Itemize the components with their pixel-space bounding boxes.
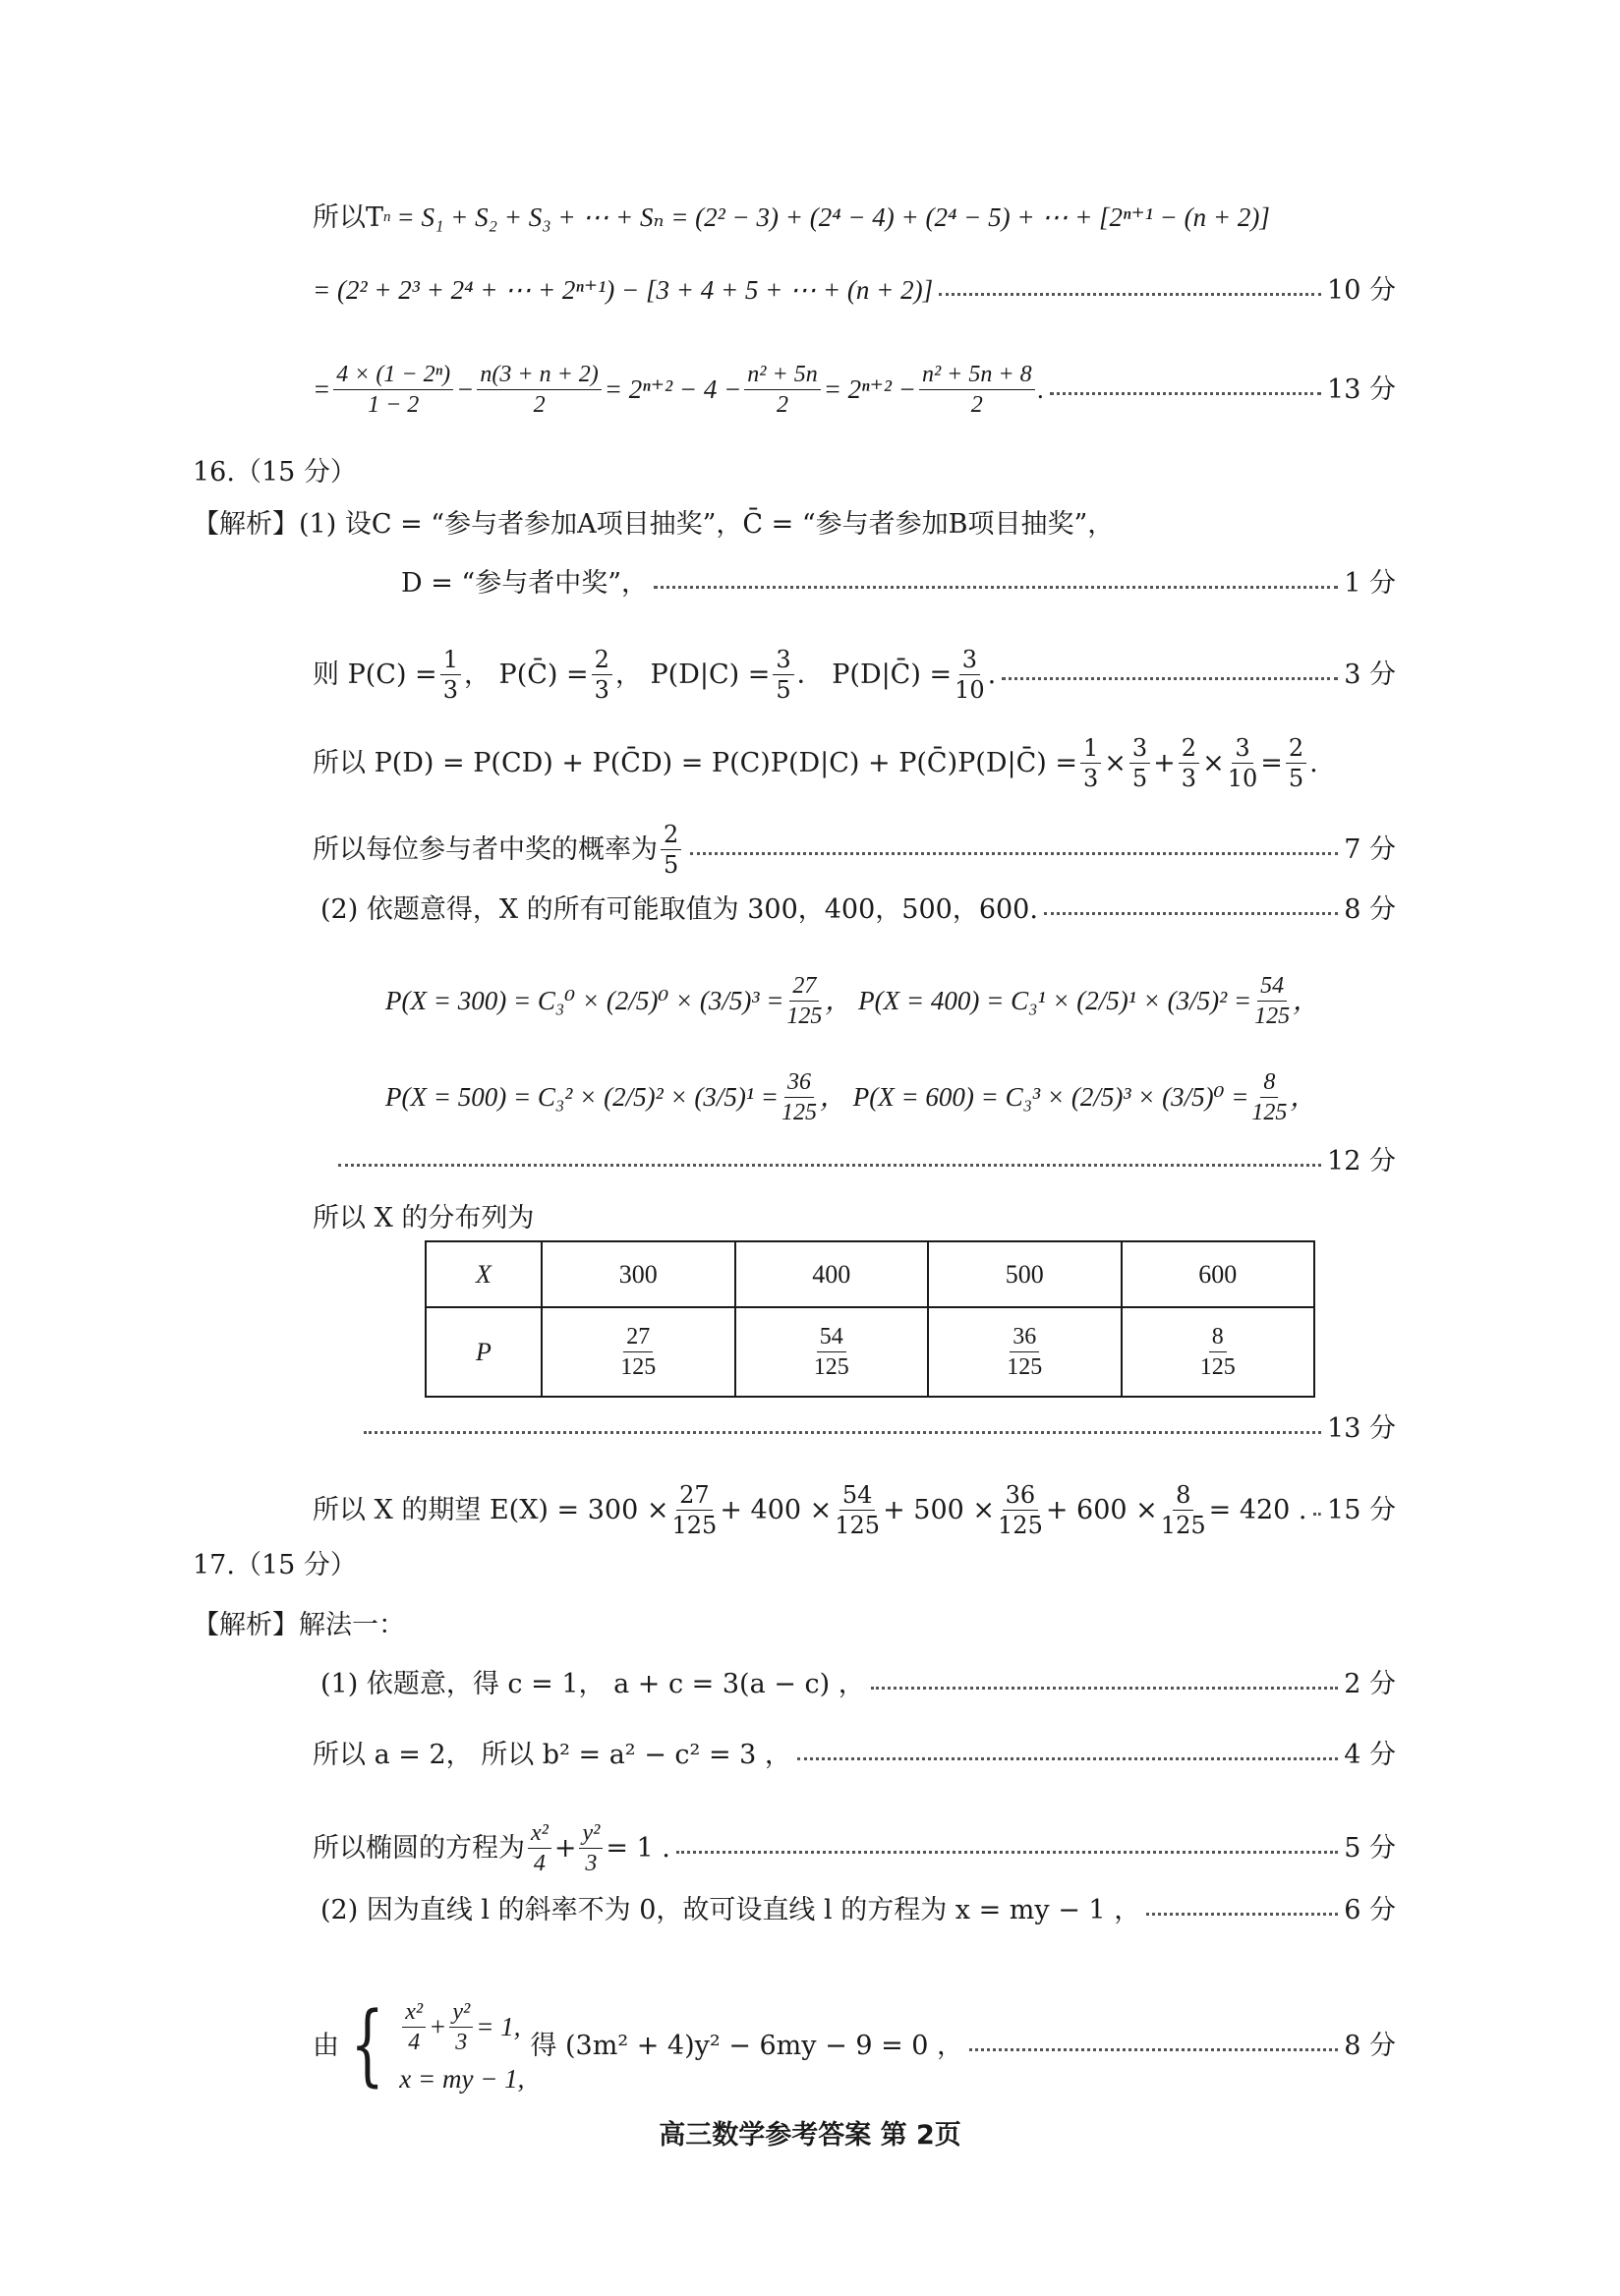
expression-text: + 500 × <box>883 1495 996 1526</box>
expression-text: 由 <box>313 2030 339 2061</box>
analysis-tag: 【解析】 <box>193 509 299 540</box>
sum-line-1-expr: = S₁ + S₂ + S₃ + ⋯ + Sₙ = (2² − 3) + (2⁴ − 4) + (2⁴ − 5) + ⋯ + [2ⁿ⁺¹ − (n + 2)] <box>396 202 1270 232</box>
expression-text: P(X = 300) = C₃⁰ × (2/5)⁰ × (3/5)³ = <box>385 986 784 1016</box>
table-cell <box>735 1307 929 1397</box>
numerator: 3 <box>959 647 980 675</box>
expression-text: 所以椭圆的方程为 <box>313 1833 525 1865</box>
table-cell: P <box>426 1307 542 1397</box>
dot-leader <box>338 1164 1321 1167</box>
denominator: 3 <box>1082 765 1099 793</box>
numerator: n(3 + n + 2) <box>477 362 601 390</box>
denominator: 3 <box>1181 765 1197 793</box>
dot-leader <box>1050 392 1321 395</box>
operator: × <box>1202 748 1225 779</box>
dot-leader <box>1002 677 1338 680</box>
sum-line-2-expr: = (2² + 2³ + 2⁴ + ⋯ + 2ⁿ⁺¹) − [3 + 4 + 5 + ⋯ + (n + 2)] <box>313 275 934 305</box>
fraction <box>744 362 820 419</box>
numerator: y² <box>579 1820 603 1849</box>
numerator: n² + 5n + 8 <box>919 362 1035 390</box>
fraction <box>1007 1324 1042 1381</box>
expression-text: 得 (3m² + 4)y² − 6my − 9 = 0 ， <box>530 2030 964 2061</box>
denominator: 5 <box>776 676 791 705</box>
denominator: 125 <box>835 1512 881 1540</box>
numerator: x² <box>528 1820 551 1849</box>
operator: + <box>1153 748 1176 779</box>
denominator: 2 <box>533 392 546 419</box>
q17-part1-line1 <box>320 1671 1396 1697</box>
expression-text: P(X = 500) = C₃² × (2/5)² × (3/5)¹ = <box>385 1082 779 1113</box>
operator: − <box>456 374 475 405</box>
fraction <box>1179 735 1199 792</box>
score-label: 8 分 <box>1344 894 1396 925</box>
dot-leader <box>1146 1913 1338 1916</box>
fraction <box>814 1324 849 1381</box>
q16-part1-line1 <box>193 511 1396 538</box>
expression-text: ， P(X = 400) = C₃¹ × (2/5)¹ × (3/5)² = <box>825 986 1252 1016</box>
fraction <box>1200 1324 1236 1381</box>
dot-leader <box>654 586 1338 589</box>
q16-dist-heading <box>313 1205 1396 1232</box>
denominator: 10 <box>955 676 985 705</box>
table-cell <box>542 1307 735 1397</box>
fraction <box>786 973 822 1030</box>
denominator: 5 <box>664 851 679 880</box>
question-17-heading: 17.（15 分） <box>193 1550 357 1580</box>
expression-text: 所以 P(D) = P(CD) + P(C̄D) = P(C)P(D|C) + P(C̄)P(D|C̄) = <box>313 748 1077 779</box>
fraction <box>1129 735 1150 792</box>
table-row <box>426 1241 1314 1307</box>
score-label: 5 分 <box>1344 1833 1396 1865</box>
q16-score-13 <box>364 1415 1396 1442</box>
q17-method-line <box>193 1612 1396 1638</box>
table-cell <box>928 1307 1122 1397</box>
numerator: y² <box>449 1999 473 2028</box>
score-label: 4 分 <box>1344 1740 1396 1770</box>
q16-expectation <box>313 1482 1396 1539</box>
left-brace-icon: { <box>350 1993 384 2097</box>
score-label: 13 分 <box>1327 374 1396 406</box>
numerator: 3 <box>773 647 793 675</box>
numerator: 4 × (1 − 2ⁿ) <box>333 362 453 390</box>
expression-text: ， P(D|C) = <box>614 660 771 691</box>
expression-text: + 400 × <box>720 1495 833 1526</box>
expression-text: 所以 X 的分布列为 <box>313 1203 535 1234</box>
fraction <box>620 1324 656 1381</box>
expression-text: (2) 因为直线 l 的斜率不为 0，故可设直线 l 的方程为 x = my − 1 ， <box>320 1895 1141 1925</box>
fraction <box>672 1482 718 1539</box>
equation-system <box>339 1993 525 2097</box>
numerator: 36 <box>784 1069 814 1098</box>
denominator: 125 <box>671 1512 718 1540</box>
denominator: 125 <box>620 1354 657 1380</box>
q17-part1-line2 <box>313 1742 1396 1768</box>
expression-text: 所以 X 的期望 E(X) = 300 × <box>313 1495 669 1526</box>
page-footer: 高三数学参考答案 第 2页 <box>659 2120 961 2151</box>
numerator: 8 <box>1260 1069 1278 1098</box>
sum-line-1-label: 所以T <box>313 202 384 233</box>
fraction <box>1228 735 1258 792</box>
denominator: 1 − 2 <box>368 392 420 419</box>
fraction <box>955 647 985 704</box>
expression-text: (2) 依题意得，X 的所有可能取值为 300，400，500，600. <box>320 894 1038 925</box>
fraction <box>1080 735 1101 792</box>
system-line-2: x = my − 1, <box>399 2063 525 2094</box>
fraction <box>1251 1069 1287 1126</box>
fraction <box>661 822 681 879</box>
fraction <box>998 1482 1043 1539</box>
expression-text: ， P(X = 600) = C₃³ × (2/5)³ × (3/5)⁰ = <box>819 1082 1249 1113</box>
q17-ellipse-equation <box>313 1820 1396 1877</box>
q16-p1-text: (1) 设C = “参与者参加A项目抽奖”，C̄ = “参与者参加B项目抽奖”， <box>299 509 1115 540</box>
table-cell: 300 <box>542 1241 735 1307</box>
fraction <box>919 362 1035 419</box>
dot-leader <box>676 1851 1338 1854</box>
expression-text: = 420 . <box>1208 1495 1307 1526</box>
table-cell: 400 <box>735 1241 929 1307</box>
denominator: 125 <box>1160 1512 1206 1540</box>
table-cell: 600 <box>1122 1241 1315 1307</box>
numerator: 54 <box>839 1482 876 1511</box>
fraction <box>333 362 453 419</box>
operator: = <box>1260 748 1283 779</box>
fraction <box>781 1069 817 1126</box>
fraction <box>477 362 601 419</box>
period: . <box>987 660 997 691</box>
fraction <box>528 1820 551 1877</box>
expression-text: + 600 × <box>1045 1495 1158 1526</box>
dot-leader <box>1313 1513 1322 1516</box>
q16-p1b-text: D = “参与者中奖”， <box>401 568 649 599</box>
dot-leader <box>939 293 1321 296</box>
fraction <box>1161 1482 1206 1539</box>
denominator: 3 <box>585 1851 598 1877</box>
denominator: 3 <box>455 2030 468 2056</box>
fraction <box>402 1999 426 2056</box>
numerator: 2 <box>592 647 612 675</box>
analysis-tag: 【解析】 <box>193 1610 299 1640</box>
equals-sign: = <box>313 374 331 405</box>
numerator: 3 <box>1129 735 1150 764</box>
score-label: 6 分 <box>1344 1895 1396 1925</box>
dot-leader <box>871 1687 1339 1690</box>
score-label: 2 分 <box>1344 1669 1396 1699</box>
q16-dist-line2 <box>385 1069 1396 1126</box>
dot-leader <box>969 2048 1338 2051</box>
score-label: 7 分 <box>1344 834 1396 866</box>
denominator: 4 <box>408 2030 421 2056</box>
score-label: 15 分 <box>1327 1495 1396 1526</box>
denominator: 125 <box>786 1004 823 1030</box>
q17-system-line <box>313 1993 1396 2097</box>
denominator: 5 <box>1131 765 1148 793</box>
sum-line-1 <box>313 204 1396 231</box>
fraction <box>1286 735 1306 792</box>
numerator: 54 <box>1257 973 1287 1002</box>
fraction <box>773 647 793 704</box>
numerator: 8 <box>1173 1482 1193 1511</box>
fraction <box>579 1820 603 1877</box>
score-label: 13 分 <box>1327 1413 1396 1444</box>
denominator: 10 <box>1227 765 1258 793</box>
denominator: 2 <box>970 392 983 419</box>
fraction <box>440 647 461 704</box>
comma: ， <box>1293 986 1320 1016</box>
score-label: 12 分 <box>1327 1146 1396 1177</box>
numerator: 8 <box>1209 1324 1227 1352</box>
score-label: 1 分 <box>1344 568 1396 599</box>
period: . <box>1037 374 1045 405</box>
expression-text: 所以每位参与者中奖的概率为 <box>313 834 658 866</box>
q16-total-probability <box>313 735 1396 792</box>
method-label: 解法一： <box>299 1610 405 1640</box>
expression-text: (1) 依题意，得 c = 1， a + c = 3(a − c) ， <box>320 1669 865 1699</box>
expression-text: ， P(C̄) = <box>463 660 589 691</box>
operator: × <box>1104 748 1127 779</box>
system-line-1 <box>399 1999 524 2056</box>
expression-text: = 1, <box>476 2012 521 2042</box>
subscript-n: n <box>383 209 391 225</box>
expression-text: = 1 . <box>606 1833 670 1865</box>
numerator: 2 <box>1179 735 1199 764</box>
score-label: 3 分 <box>1344 660 1396 691</box>
q16-probabilities <box>313 647 1396 704</box>
numerator: 36 <box>1003 1482 1039 1511</box>
expression-text: ． P(D|C̄) = <box>796 660 953 691</box>
score-label: 10 分 <box>1327 275 1396 306</box>
expression-text: 则 P(C) = <box>313 660 437 691</box>
operator: + <box>429 2012 447 2042</box>
denominator: 125 <box>998 1512 1043 1540</box>
q16-win-probability <box>313 822 1396 879</box>
denominator: 125 <box>1007 1354 1043 1380</box>
numerator: 1 <box>1080 735 1101 764</box>
numerator: 27 <box>676 1482 713 1511</box>
table-cell: X <box>426 1241 542 1307</box>
numerator: 2 <box>661 822 681 850</box>
denominator: 5 <box>1288 765 1304 793</box>
denominator: 125 <box>781 1100 817 1126</box>
table-cell <box>1122 1307 1315 1397</box>
dot-leader <box>1044 912 1338 915</box>
denominator: 125 <box>1251 1100 1288 1126</box>
fraction <box>835 1482 880 1539</box>
sum-line-3 <box>313 362 1396 419</box>
q17-part2-line <box>320 1897 1396 1923</box>
denominator: 4 <box>533 1851 546 1877</box>
numerator: 54 <box>817 1324 846 1352</box>
q16-score-12 <box>338 1148 1396 1175</box>
dot-leader <box>690 852 1338 855</box>
numerator: 27 <box>789 973 819 1002</box>
fraction <box>1254 973 1290 1030</box>
numerator: 1 <box>440 647 461 675</box>
numerator: 3 <box>1232 735 1252 764</box>
expression-text: 所以 a = 2， 所以 b² = a² − c² = 3 ， <box>313 1740 791 1770</box>
table-cell: 500 <box>928 1241 1122 1307</box>
numerator: 36 <box>1010 1324 1039 1352</box>
fraction <box>592 647 612 704</box>
table-row <box>426 1307 1314 1397</box>
dot-leader <box>364 1431 1321 1434</box>
dot-leader <box>797 1757 1338 1760</box>
question-16-heading: 16.（15 分） <box>193 457 357 488</box>
q16-part1-line2 <box>401 570 1396 597</box>
expression-text: = 2ⁿ⁺² − <box>823 374 916 405</box>
denominator: 125 <box>1254 1004 1291 1030</box>
q16-dist-line1 <box>385 973 1396 1030</box>
score-label: 8 分 <box>1344 2030 1396 2061</box>
denominator: 125 <box>1199 1354 1236 1380</box>
q16-part2-intro <box>320 896 1396 923</box>
period: . <box>1309 748 1318 779</box>
denominator: 3 <box>442 676 458 705</box>
denominator: 2 <box>776 392 788 419</box>
sum-line-2 <box>313 277 1396 304</box>
expression-text: = 2ⁿ⁺² − 4 − <box>604 374 742 405</box>
numerator: x² <box>402 1999 426 2028</box>
distribution-table <box>425 1240 1315 1398</box>
denominator: 3 <box>594 676 609 705</box>
fraction <box>449 1999 473 2056</box>
numerator: n² + 5n <box>744 362 820 390</box>
operator: + <box>553 1833 577 1865</box>
denominator: 125 <box>813 1354 849 1380</box>
numerator: 2 <box>1286 735 1306 764</box>
numerator: 27 <box>623 1324 653 1352</box>
comma: ， <box>1290 1082 1317 1113</box>
